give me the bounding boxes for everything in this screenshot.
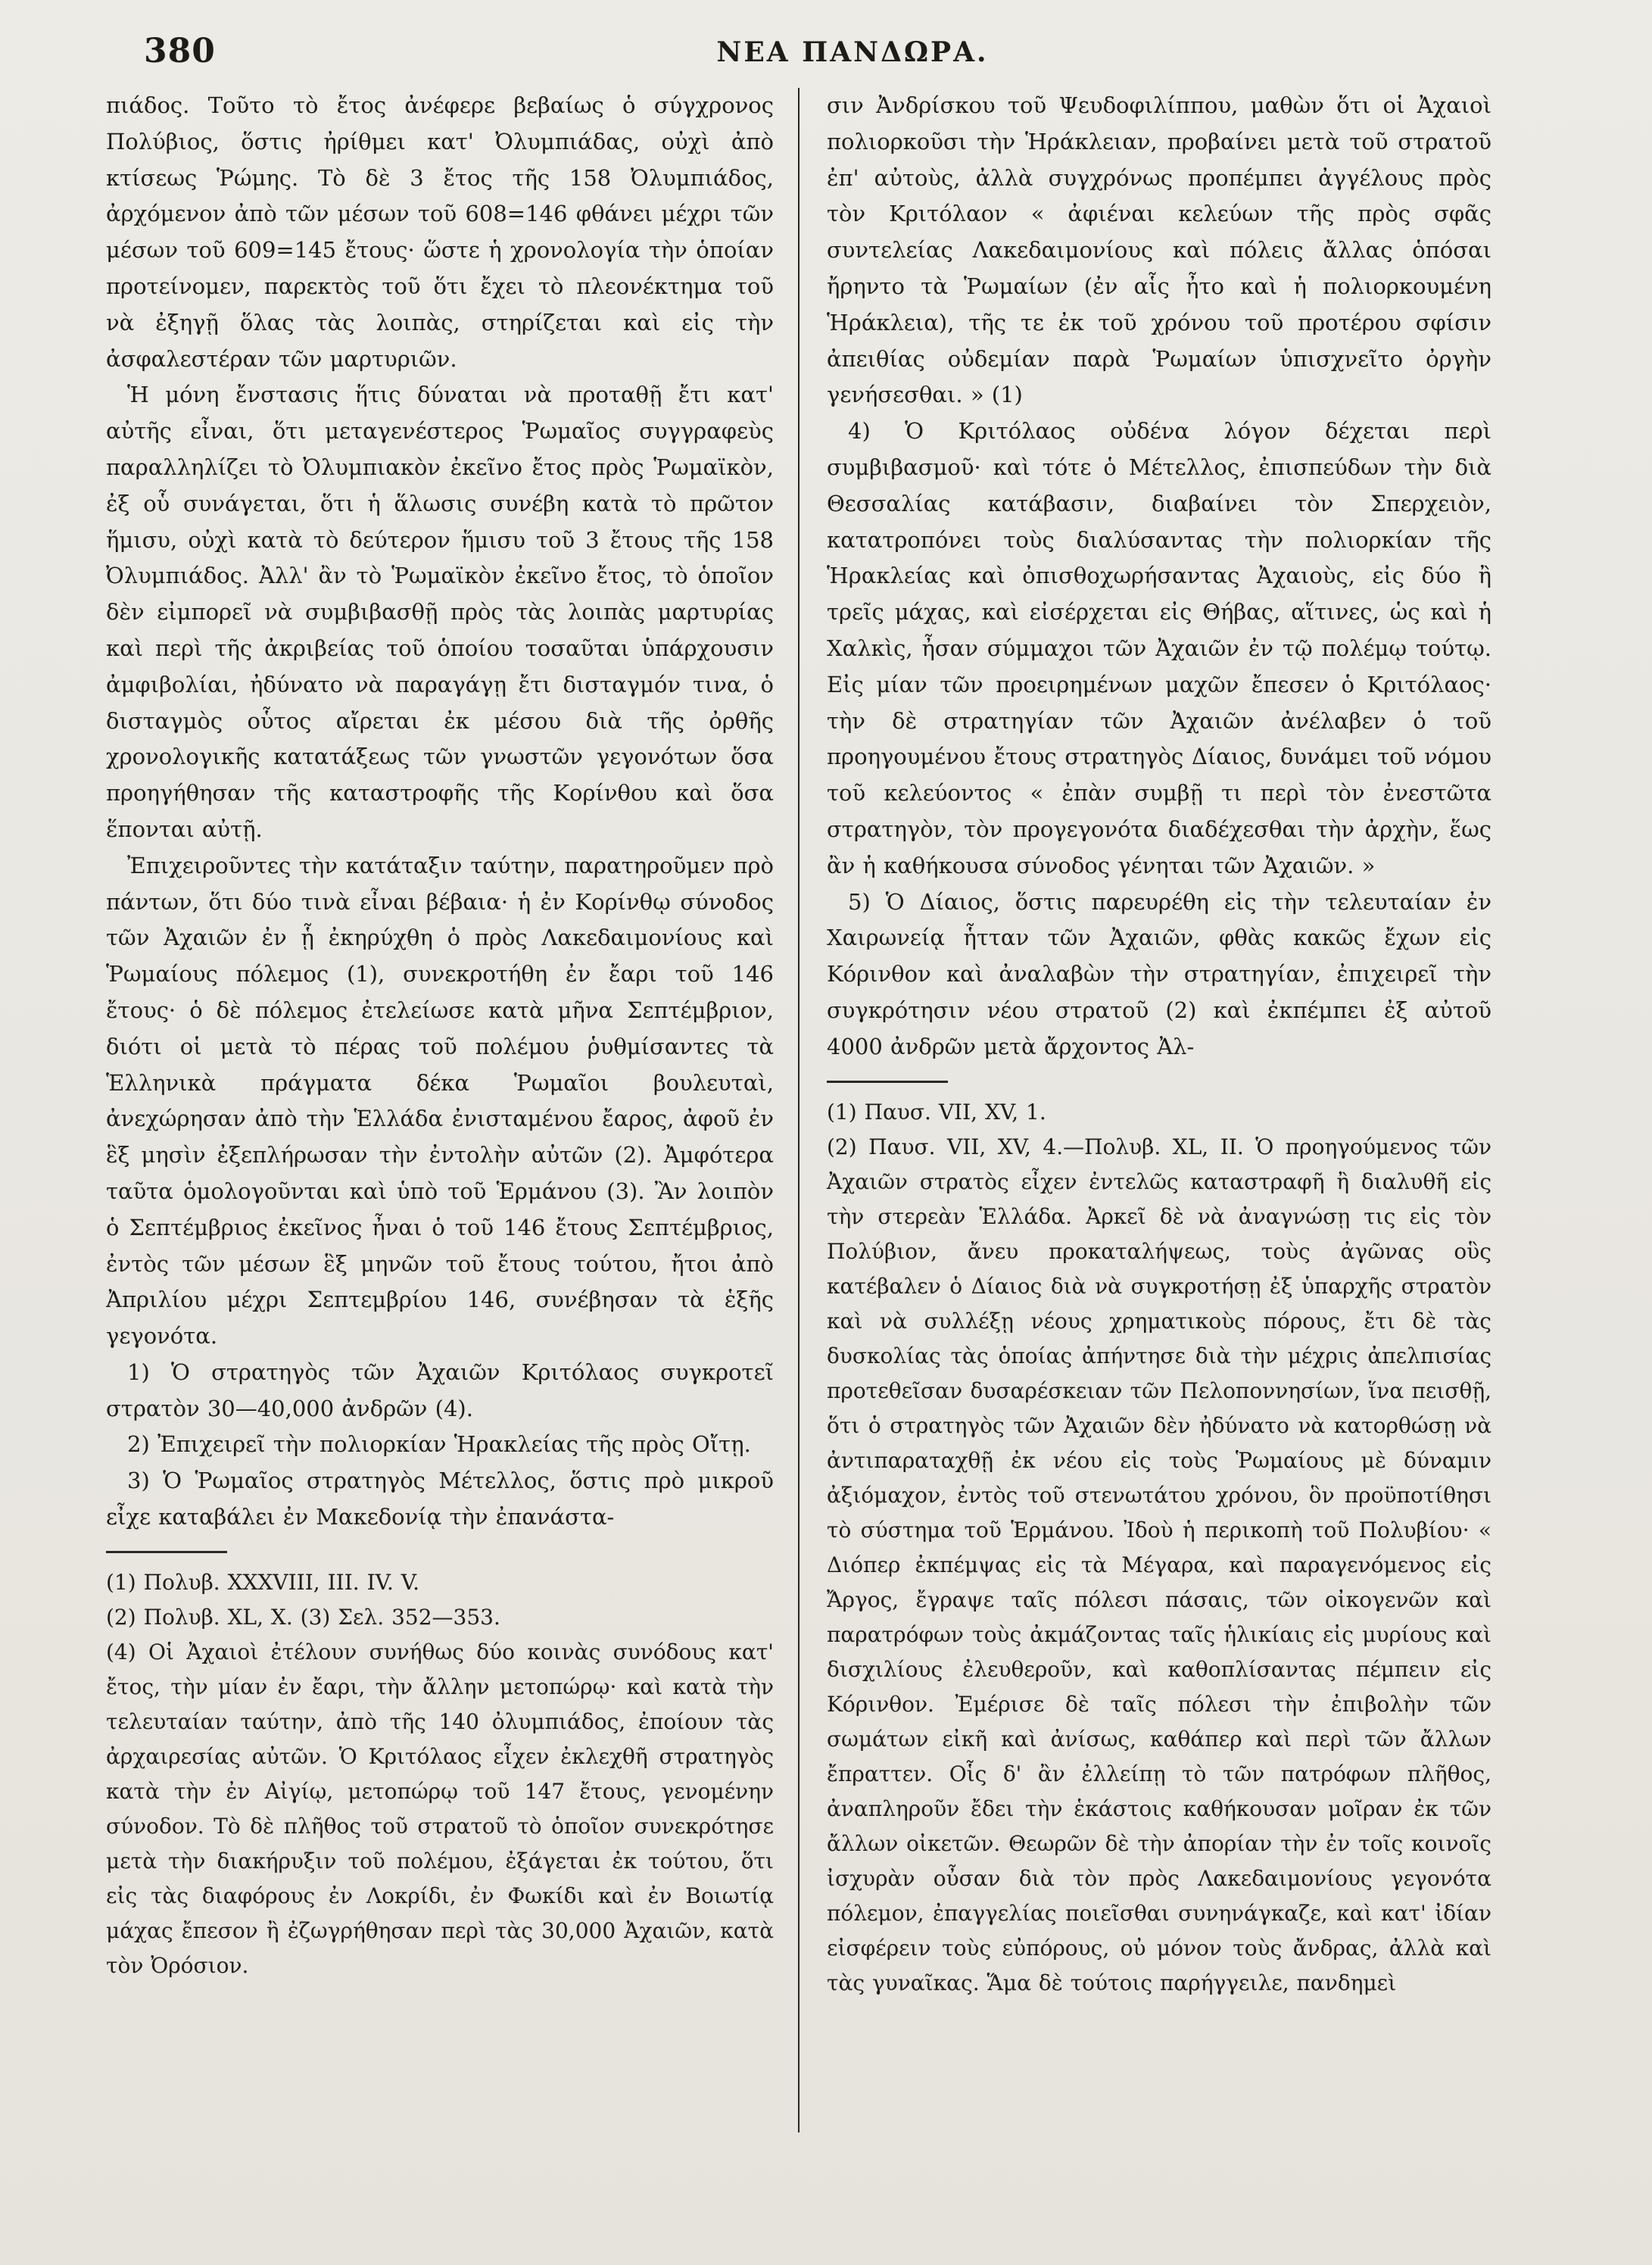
page-header bbox=[106, 29, 1599, 88]
numbered-item: 3) Ὁ Ῥωμαῖος στρατηγὸς Μέτελλος, ὅστις πρὸ μικροῦ εἶχε καταβάλει ἐν Μακεδονίᾳ τὴν ἐπανάστα- bbox=[106, 1468, 774, 1530]
right-column bbox=[810, 88, 1491, 2208]
footnote: (1) Παυσ. VII, XV, 1. bbox=[827, 1099, 1046, 1125]
numbered-item: 2) Ἐπιχειρεῖ τὴν πολιορκίαν Ἡρακλείας τῆς πρὸς Οἴτῃ. bbox=[127, 1431, 751, 1458]
footnote: (4) Οἱ Ἀχαιοὶ ἐτέλουν συνήθως δύο κοινὰς συνόδους κατ' ἔτος, τὴν μίαν ἐν ἔαρι, τὴν ἄλλην μετοπώρῳ· καὶ κατὰ τὴν τελευταίαν ταύτην, ἀπὸ τῆς 140 ὀλυμπιάδος, ἐποίουν τὰς ἀρχαιρεσίας αὐτῶν. Ὁ Κριτόλαος εἶχεν ἐκλεχθῆ στρατηγὸς κατὰ τὴν ἐν Αἰγίῳ, μετοπώρῳ τοῦ 147 ἔτους, γενομένην σύνοδον. Τὸ δὲ πλῆθος τοῦ στρατοῦ τὸ ὁποῖον συνεκρότησε μετὰ τὴν διακήρυξιν τοῦ πολέμου, ἐξάγεται ἐκ τούτου, ὅτι εἰς τὰς διαφόρους ἐν Λοκρίδι, ἐν Φωκίδι καὶ ἐν Βοιωτίᾳ μάχας ἔπεσον ἢ ἐζωγρήθησαν περὶ τὰς 30,000 Ἀχαιῶν, κατὰ τὸν Ὀρόσιον. bbox=[106, 1639, 774, 1978]
footnote: (1) Πολυβ. XXXVIII, III. IV. V. bbox=[106, 1569, 419, 1595]
footnote-rule bbox=[827, 1081, 948, 1083]
running-title: ΝΕΑ ΠΑΝΔΩΡΑ. bbox=[716, 36, 989, 68]
paragraph: Ἐπιχειροῦντες τὴν κατάταξιν ταύτην, παρατηροῦμεν πρὸ πάντων, ὅτι δύο τινὰ εἶναι βέβαια· ἡ ἐν Κορίνθῳ σύνοδος τῶν Ἀχαιῶν ἐν ᾗ ἐκηρύχθη ὁ πρὸς Λακεδαιμονίους καὶ Ῥωμαίους πόλεμος (1), συνεκροτήθη ἐν ἔαρι τοῦ 146 ἔτους· ὁ δὲ πόλεμος ἐτελείωσε κατὰ μῆνα Σεπτέμβριον, διότι οἱ μετὰ τὸ πέρας τοῦ πολέμου ῥυθμίσαντες τὰ Ἑλληνικὰ πράγματα δέκα Ῥωμαῖοι βουλευταὶ, ἀνεχώρησαν ἀπὸ τὴν Ἑλλάδα ἐνισταμένου ἔαρος, ἀφοῦ ἐν ἓξ μησὶν ἐξεπλήρωσαν τὴν ἐντολὴν αὐτῶν (2). Ἀμφότερα ταῦτα ὁμολογοῦνται καὶ ὑπὸ τοῦ Ἑρμάνου (3). Ἂν λοιπὸν ὁ Σεπτέμβριος ἐκεῖνος ἦναι ὁ τοῦ 146 ἔτους Σεπτέμβριος, ἐντὸς τῶν μέσων ἓξ μηνῶν τοῦ ἔτους τούτου, ἤτοι ἀπὸ Ἀπριλίου μέχρι Σεπτεμβρίου 146, συνέβησαν τὰ ἑξῆς γεγονότα. bbox=[106, 852, 774, 1349]
text-columns bbox=[106, 88, 1599, 2208]
left-column bbox=[106, 88, 787, 2208]
numbered-item: 5) Ὁ Δίαιος, ὅστις παρευρέθη εἰς τὴν τελευταίαν ἐν Χαιρωνείᾳ ἧτταν τῶν Ἀχαιῶν, φθὰς κακῶς ἔχων εἰς Κόρινθον καὶ ἀναλαβὼν τὴν στρατηγίαν, ἐπιχειρεῖ τὴν συγκρότησιν νέου στρατοῦ (2) καὶ ἐκπέμπει ἐξ αὐτοῦ 4000 ἀνδρῶν μετὰ ἄρχοντος Ἀλ- bbox=[827, 888, 1491, 1059]
paragraph: σιν Ἀνδρίσκου τοῦ Ψευδοφιλίππου, μαθὼν ὅτι οἱ Ἀχαιοὶ πολιορκοῦσι τὴν Ἡράκλειαν, προβαίνει μετὰ τοῦ στρατοῦ ἐπ' αὐτοὺς, ἀλλὰ συγχρόνως προπέμπει ἀγγέλους πρὸς τὸν Κριτόλαον « ἀφιέναι κελεύων τῆς πρὸς σφᾶς συντελείας Λακεδαιμονίους καὶ πόλεις ἄλλας ὁπόσαι ἤρηντο τὰ Ῥωμαίων (ἐν αἷς ἦτο καὶ ἡ πολιορκουμένη Ἡράκλεια), τῆς τε ἐκ τοῦ χρόνου τοῦ προτέρου σφίσιν ἀπειθίας οὐδεμίαν παρὰ Ῥωμαίων ὑπισχνεῖτο ὀργὴν γενήσεσθαι. » (1) bbox=[827, 92, 1491, 408]
footnote: (2) Πολυβ. XL, X. (3) Σελ. 352—353. bbox=[106, 1604, 500, 1630]
numbered-item: 1) Ὁ στρατηγὸς τῶν Ἀχαιῶν Κριτόλαος συγκροτεῖ στρατὸν 30—40,000 ἀνδρῶν (4). bbox=[106, 1359, 774, 1421]
paragraph: Ἡ μόνη ἔνστασις ἥτις δύναται νὰ προταθῇ ἔτι κατ' αὐτῆς εἶναι, ὅτι μεταγενέστερος Ῥωμαῖος συγγραφεὺς παραλληλίζει τὸ Ὀλυμπιακὸν ἐκεῖνο ἔτος πρὸς Ῥωμαϊκὸν, ἐξ οὗ συνάγεται, ὅτι ἡ ἅλωσις συνέβη κατὰ τὸ πρῶτον ἥμισυ, οὐχὶ κατὰ τὸ δεύτερον ἥμισυ τοῦ 3 ἔτους τῆς 158 Ὀλυμπιάδος. Ἀλλ' ἂν τὸ Ῥωμαϊκὸν ἐκεῖνο ἔτος, τὸ ὁποῖον δὲν εἰμπορεῖ νὰ συμβιβασθῇ πρὸς τὰς λοιπὰς μαρτυρίας καὶ περὶ τῆς ἀκριβείας τοῦ ὁποίου τοσαῦται ὑπάρχουσιν ἀμφιβολίαι, ἠδύνατο νὰ παραγάγῃ ἔτι δισταγμόν τινα, ὁ δισταγμὸς οὗτος αἴρεται ἐκ μέσου διὰ τῆς ὀρθῆς χρονολογικῆς κατατάξεως τῶν γνωστῶν γεγονότων ὅσα προηγήθησαν τῆς καταστροφῆς τῆς Κορίνθου καὶ ὅσα ἕπονται αὐτῇ. bbox=[106, 382, 774, 842]
footnote-rule bbox=[106, 1551, 227, 1553]
numbered-item: 4) Ὁ Κριτόλαος οὐδένα λόγον δέχεται περὶ συμβιβασμοῦ· καὶ τότε ὁ Μέτελλος, ἐπισπεύδων τὴν διὰ Θεσσαλίας κατάβασιν, διαβαίνει τὸν Σπερχειὸν, κατατροπόνει τοὺς διαλύσαντας τὴν πολιορκίαν τῆς Ἡρακλείας καὶ ὀπισθοχωρήσαντας Ἀχαιοὺς, εἰς δύο ἢ τρεῖς μάχας, καὶ εἰσέρχεται εἰς Θήβας, αἵτινες, ὡς καὶ ἡ Χαλκὶς, ἦσαν σύμμαχοι τῶν Ἀχαιῶν ἐν τῷ πολέμῳ τούτῳ. Εἰς μίαν τῶν προειρημένων μαχῶν ἔπεσεν ὁ Κριτόλαος· τὴν δὲ στρατηγίαν τῶν Ἀχαιῶν ἀνέλαβεν ὁ τοῦ προηγουμένου ἔτους στρατηγὸς Δίαιος, δυνάμει τοῦ νόμου τοῦ κελεύοντος « ἐπὰν συμβῇ τι περὶ τὸν ἐνεστῶτα στρατηγὸν, τὸν προγεγονότα διαδέχεσθαι τὴν ἀρχὴν, ἕως ἂν ἡ καθήκουσα σύνοδος γένηται τῶν Ἀχαιῶν. » bbox=[827, 418, 1491, 878]
paragraph: πιάδος. Τοῦτο τὸ ἔτος ἀνέφερε βεβαίως ὁ σύγχρονος Πολύβιος, ὅστις ἠρίθμει κατ' Ὀλυμπιάδας, οὐχὶ ἀπὸ κτίσεως Ῥώμης. Τὸ δὲ 3 ἔτος τῆς 158 Ὀλυμπιάδος, ἀρχόμενον ἀπὸ τῶν μέσων τοῦ 608=146 φθάνει μέχρι τῶν μέσων τοῦ 609=145 ἔτους· ὥστε ἡ χρονολογία τὴν ὁποίαν προτείνομεν, παρεκτὸς τοῦ ὅτι ἔχει τὸ πλεονέκτημα τοῦ νὰ ἐξηγῇ ὅλας τὰς λοιπὰς, στηρίζεται καὶ εἰς τὴν ἀσφαλεστέραν τῶν μαρτυριῶν. bbox=[106, 92, 774, 372]
page-number: 380 bbox=[144, 32, 216, 70]
column-divider bbox=[798, 88, 800, 2132]
footnote: (2) Παυσ. VII, XV, 4.—Πολυβ. XL, II. Ὁ προηγούμενος τῶν Ἀχαιῶν στρατὸς εἶχεν ἐντελῶς καταστραφῆ ἢ διαλυθῆ εἰς τὴν στερεὰν Ἑλλάδα. Ἀρκεῖ δὲ νὰ ἀναγνώσῃ τις εἰς τὸν Πολύβιον, ἄνευ προκαταλήψεως, τοὺς ἀγῶνας οὓς κατέβαλεν ὁ Δίαιος διὰ νὰ συγκροτήσῃ ἐξ ὑπαρχῆς στρατὸν καὶ νὰ συλλέξῃ νέους χρηματικοὺς πόρους, ἔτι δὲ τὰς δυσκολίας τὰς ὁποίας ἀπήντησε διὰ τὴν μέχρις ἀπελπισίας προτεθεῖσαν δυσαρέσκειαν τῶν Πελοποννησίων, ἵνα πεισθῇ, ὅτι ὁ στρατηγὸς τῶν Ἀχαιῶν δὲν ἠδύνατο νὰ κατορθώσῃ νὰ ἀντιπαραταχθῇ ἐκ νέου εἰς τοὺς Ῥωμαίους μὲ δύναμιν ἀξιόμαχον, ἐντὸς τοῦ στενωτάτου χρόνου, ὃν προϋποτίθησι τὸ σύστημα τοῦ Ἑρμάνου. Ἰδοὺ ἡ περικοπὴ τοῦ Πολυβίου· « Διόπερ ἐκπέμψας εἰς τὰ Μέγαρα, καὶ παραγενόμενος εἰς Ἄργος, ἔγραψε ταῖς πόλεσι πάσαις, τῶν οἰκογενῶν καὶ παρατρόφων τοὺς ἀκμάζοντας ταῖς ἡλικίαις εἰς μυρίους καὶ δισχιλίους ἐλευθεροῦν, καὶ καθοπλίσαντας πέμπειν εἰς Κόρινθον. Ἐμέρισε δὲ ταῖς πόλεσι τὴν ἐπιβολὴν τῶν σωμάτων εἰκῆ καὶ ἀνίσως, καθάπερ καὶ περὶ τῶν ἄλλων ἔπραττεν. Οἷς δ' ἂν ἐλλείπῃ τὸ τῶν πατρόφων πλῆθος, ἀναπληροῦν ἔδει τὴν ἑκάστοις καθήκουσαν μοῖραν ἐκ τῶν ἄλλων οἰκετῶν. Θεωρῶν δὲ τὴν ἀπορίαν τὴν ἐν τοῖς κοινοῖς ἰσχυρὰν οὖσαν διὰ τὸν πρὸς Λακεδαιμονίους γεγονότα πόλεμον, ἐπαγγελίας ποιεῖσθαι συνηνάγκαζε, καὶ κατ' ἰδίαν εἰσφέρειν τοὺς εὐπόρους, οὐ μόνον τοὺς ἄνδρας, ἀλλὰ καὶ τὰς γυναῖκας. Ἅμα δὲ τούτοις παρήγγειλε, πανδημεὶ bbox=[827, 1134, 1491, 1995]
